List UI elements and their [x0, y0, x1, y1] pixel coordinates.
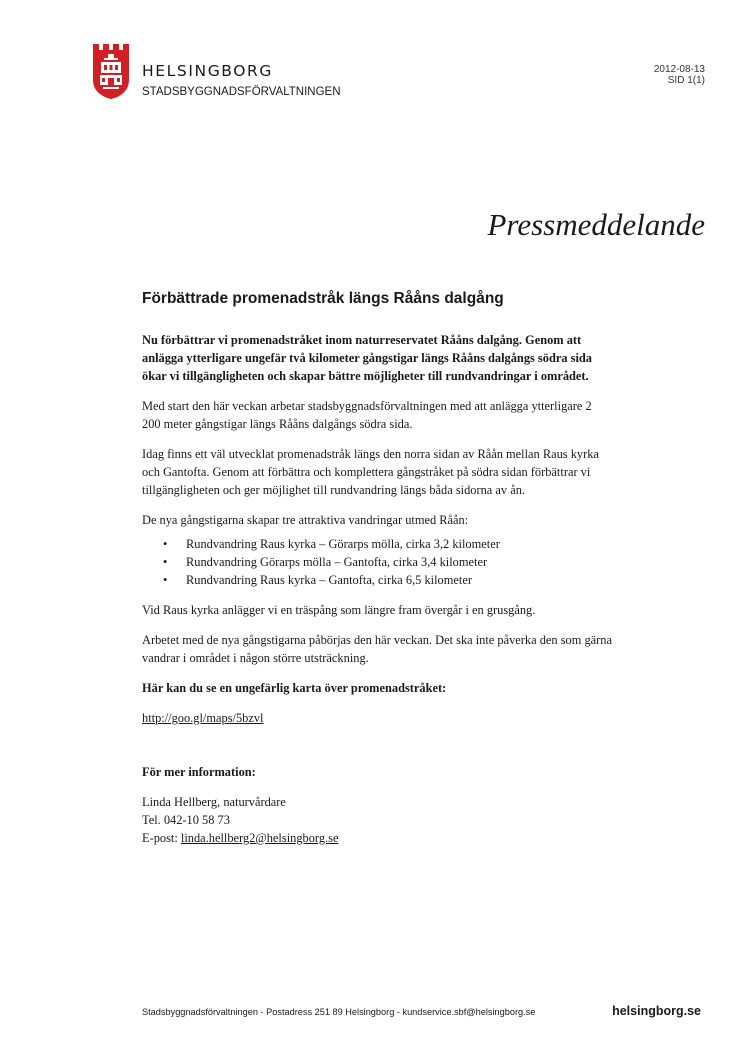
list-item — [163, 535, 612, 553]
press-release-headline: Förbättrade promenadstråk längs Rååns dalgång — [142, 290, 504, 307]
route-text: Rundvandring Raus kyrka – Gantofta, cirka 6,5 kilometer — [186, 573, 472, 587]
contact-email-line — [142, 829, 612, 847]
route-list — [142, 535, 612, 589]
body-paragraph: De nya gångstigarna skapar tre attraktiva vandringar utmed Råån: — [142, 513, 469, 527]
map-heading: Här kan du se en ungefärlig karta över promenadstråket: — [142, 681, 447, 695]
department-name: STADSBYGGNADSFÖRVALTNINGEN — [142, 86, 341, 98]
press-release-body — [142, 331, 612, 847]
route-text: Rundvandring Raus kyrka – Görarps mölla, cirka 3,2 kilometer — [186, 537, 500, 551]
page-indicator: SID 1(1) — [667, 75, 705, 86]
footer-website[interactable]: helsingborg.se — [612, 1004, 701, 1018]
city-name: HELSINGBORG — [142, 62, 274, 80]
helsingborg-logo — [93, 44, 129, 99]
more-info-heading: För mer information: — [142, 765, 256, 779]
document-date: 2012-08-13 — [653, 64, 705, 75]
footer-address: Stadsbyggnadsförvaltningen - Postadress 251 89 Helsingborg - kundservice.sbf@helsingborg.se — [142, 1007, 536, 1017]
list-item — [163, 571, 612, 589]
bullet-icon: • — [163, 537, 168, 551]
lead-paragraph: Nu förbättrar vi promenadstråket inom naturreservatet Rååns dalgång. Genom att anlägga ytterligare ungefär två kilometer gångstigar längs Rååns dalgångs södra sida ökar vi tillgängligheten och skapar bättre möjligheter till rundvandringar i området. — [142, 333, 592, 383]
contact-phone: Tel. 042-10 58 73 — [142, 813, 230, 827]
body-paragraph: Arbetet med de nya gångstigarna påbörjas den här veckan. Det ska inte påverka den som gärna vandrar i området i någon större utsträckning. — [142, 633, 612, 665]
bullet-icon: • — [163, 555, 168, 569]
body-paragraph: Med start den här veckan arbetar stadsbyggnadsförvaltningen med att anlägga ytterligare 2 200 meter gångstigar längs Rååns dalgångs södra sida. — [142, 399, 592, 431]
route-text: Rundvandring Görarps mölla – Gantofta, cirka 3,4 kilometer — [186, 555, 488, 569]
contact-block — [142, 793, 612, 847]
document-type-heading: Pressmeddelande — [487, 207, 705, 242]
bullet-icon: • — [163, 573, 168, 587]
contact-name: Linda Hellberg, naturvårdare — [142, 795, 286, 809]
list-item — [163, 553, 612, 571]
coat-of-arms-icon — [93, 44, 129, 99]
document-meta — [585, 64, 705, 86]
email-label: E-post: — [142, 831, 181, 845]
body-paragraph: Idag finns ett väl utvecklat promenadstråk längs den norra sidan av Råån mellan Raus kyrka och Gantofta. Genom att förbättra och komplettera gångstråket på södra sidan förbättrar vi tillgängligheten och ger möjlighet till rundvandring längs båda sidorna av ån. — [142, 447, 599, 497]
map-link[interactable]: http://goo.gl/maps/5bzvl — [142, 711, 264, 725]
email-link[interactable]: linda.hellberg2@helsingborg.se — [180, 831, 339, 845]
body-paragraph: Vid Raus kyrka anlägger vi en träspång som längre fram övergår i en grusgång. — [142, 603, 536, 617]
